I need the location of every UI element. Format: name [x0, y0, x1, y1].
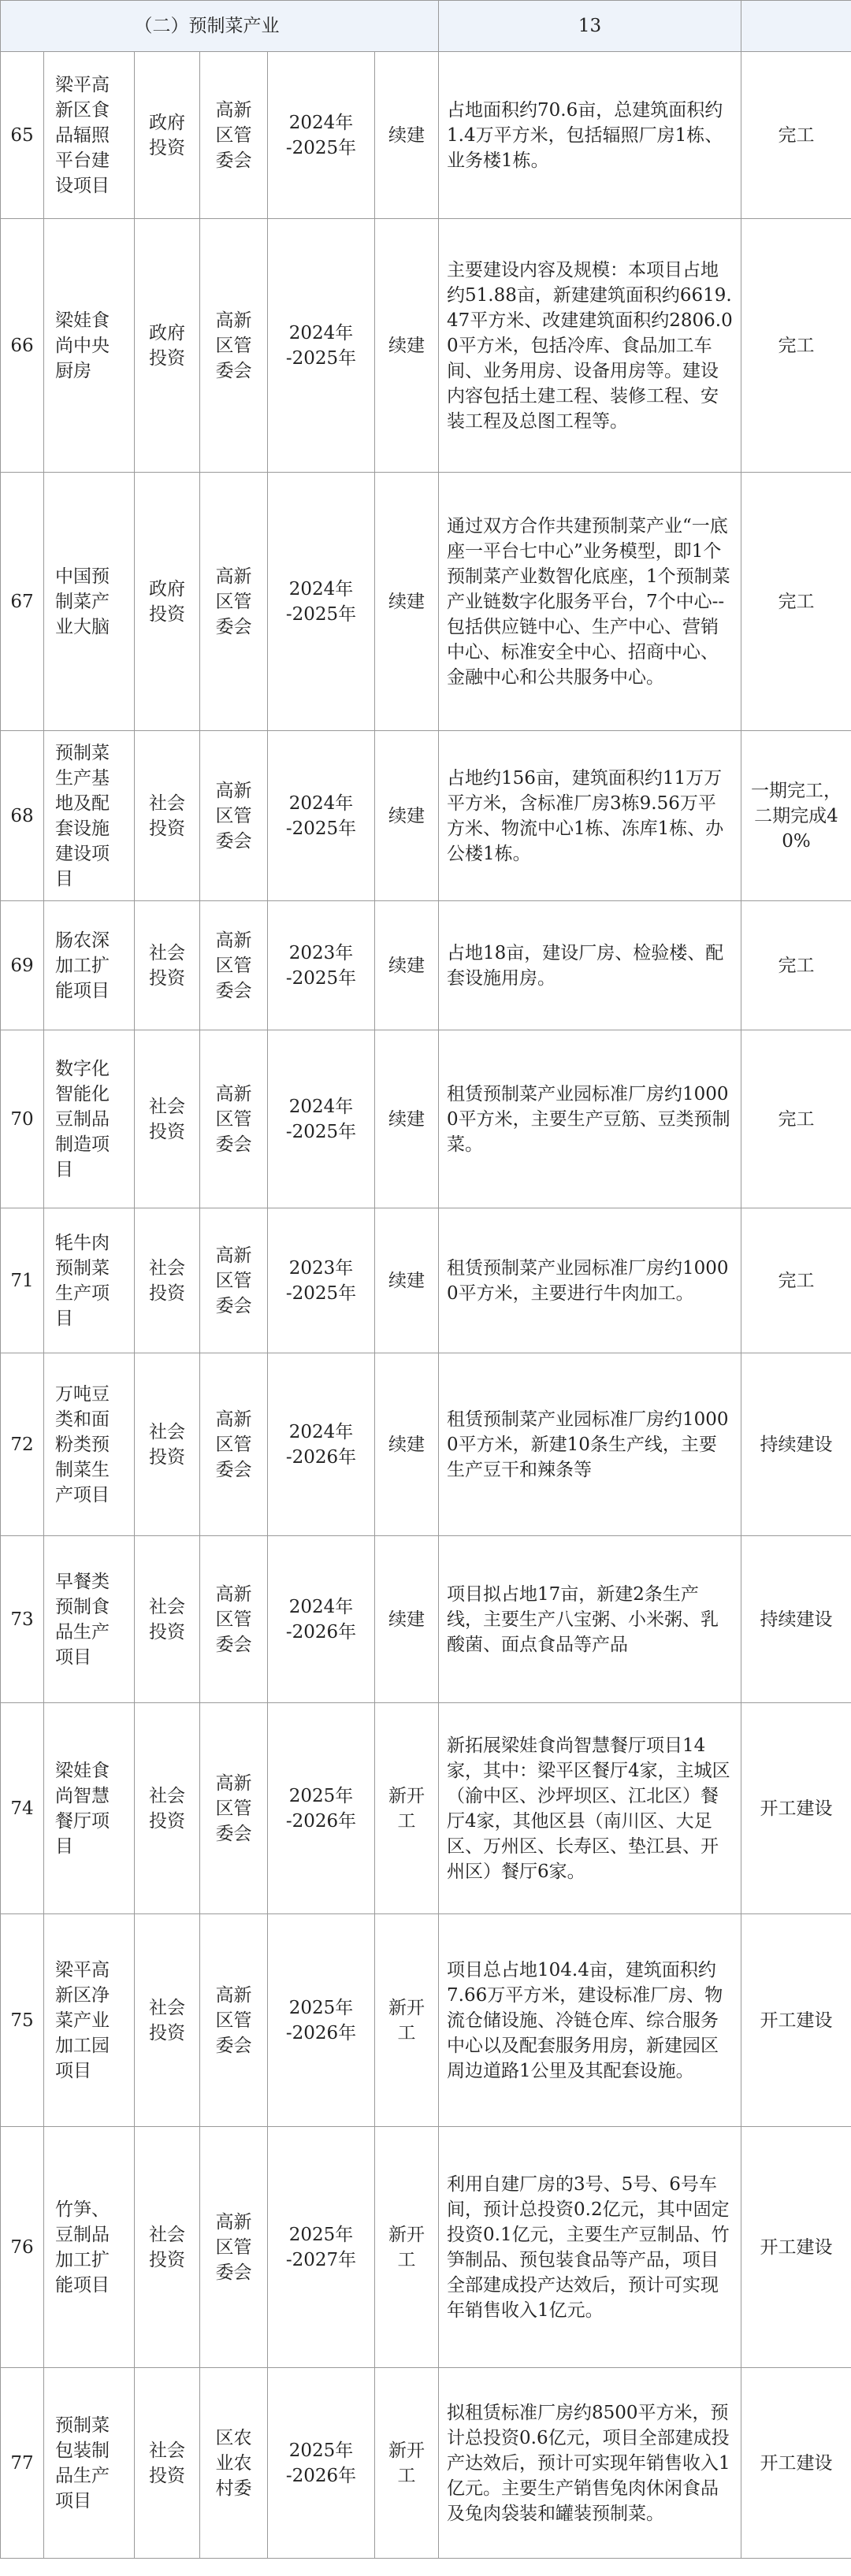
construction-status: 续建 [375, 473, 439, 731]
progress-status: 完工 [741, 219, 851, 473]
period-start: 2024年 [288, 578, 354, 599]
progress-status: 完工 [741, 473, 851, 731]
table-row [1, 1208, 851, 1353]
investment-type: 社会投资 [135, 2127, 200, 2368]
construction-status: 续建 [375, 901, 439, 1030]
section-title: （二）预制菜产业 [135, 1, 439, 52]
progress-status: 完工 [741, 901, 851, 1030]
table-row [1, 52, 851, 219]
period-start: 2023年 [288, 1257, 354, 1279]
construction-period [268, 1208, 375, 1353]
row-number: 66 [1, 219, 44, 473]
table-row [1, 1536, 851, 1703]
responsible-department: 高新区管委会 [200, 2127, 268, 2368]
responsible-department: 高新区管委会 [200, 1353, 268, 1536]
construction-content: 占地约156亩，建筑面积约11万万平方米，含标准厂房3栋9.56万平方米、物流中心1栋、冻库1栋、办公楼1栋。 [439, 731, 741, 901]
period-start: 2025年 [288, 1997, 354, 2018]
responsible-department: 高新区管委会 [200, 731, 268, 901]
table-row [1, 901, 851, 1030]
project-name: 梁娃食尚智慧餐厅项目 [44, 1703, 135, 1914]
investment-type: 社会投资 [135, 2368, 200, 2559]
progress-status: 开工建设 [741, 2127, 851, 2368]
period-start: 2025年 [288, 2440, 354, 2461]
period-start: 2024年 [288, 1596, 354, 1617]
project-name: 早餐类预制食品生产项目 [44, 1536, 135, 1703]
table-row [1, 2127, 851, 2368]
project-name: 预制菜包装制品生产项目 [44, 2368, 135, 2559]
period-end: -2026年 [285, 2465, 357, 2486]
period-end: -2026年 [285, 2022, 357, 2043]
period-start: 2024年 [288, 1096, 354, 1117]
table-row [1, 731, 851, 901]
responsible-department: 高新区管委会 [200, 1914, 268, 2127]
construction-content: 租赁预制菜产业园标准厂房约10000平方米，新建10条生产线，主要生产豆干和辣条等 [439, 1353, 741, 1536]
section-header-row [1, 1, 851, 52]
responsible-department: 高新区管委会 [200, 1208, 268, 1353]
period-start: 2023年 [288, 942, 354, 963]
row-number: 67 [1, 473, 44, 731]
row-number: 68 [1, 731, 44, 901]
period-end: -2025年 [285, 1121, 357, 1142]
period-end: -2025年 [285, 1282, 357, 1304]
progress-status: 完工 [741, 1208, 851, 1353]
progress-status: 持续建设 [741, 1536, 851, 1703]
progress-status: 持续建设 [741, 1353, 851, 1536]
project-name: 梁娃食尚中央厨房 [44, 219, 135, 473]
construction-content: 占地18亩，建设厂房、检验楼、配套设施用房。 [439, 901, 741, 1030]
construction-content: 拟租赁标准厂房约8500平方米，预计总投资0.6亿元，项目全部建成投产达效后，预计可实现年销售收入1亿元。主要生产销售兔肉休闲食品及兔肉袋装和罐装预制菜。 [439, 2368, 741, 2559]
row-number: 74 [1, 1703, 44, 1914]
construction-status: 新开工 [375, 1703, 439, 1914]
construction-period [268, 473, 375, 731]
table-row [1, 2368, 851, 2559]
responsible-department: 高新区管委会 [200, 901, 268, 1030]
construction-period [268, 1914, 375, 2127]
investment-type: 社会投资 [135, 1703, 200, 1914]
construction-status: 续建 [375, 219, 439, 473]
period-end: -2025年 [285, 603, 357, 625]
responsible-department: 高新区管委会 [200, 1536, 268, 1703]
construction-period [268, 2127, 375, 2368]
table-row [1, 219, 851, 473]
section-count: 13 [439, 1, 741, 52]
investment-type: 政府投资 [135, 473, 200, 731]
construction-status: 新开工 [375, 2368, 439, 2559]
construction-status: 新开工 [375, 2127, 439, 2368]
project-name: 梁平高新区食品辐照平台建设项目 [44, 52, 135, 219]
period-end: -2025年 [285, 347, 357, 369]
responsible-department: 高新区管委会 [200, 1030, 268, 1208]
project-name: 万吨豆类和面粉类预制菜生产项目 [44, 1353, 135, 1536]
table-row [1, 1353, 851, 1536]
project-name: 中国预制菜产业大脑 [44, 473, 135, 731]
period-start: 2024年 [288, 322, 354, 343]
table-row [1, 1030, 851, 1208]
construction-period [268, 1703, 375, 1914]
period-end: -2026年 [285, 1446, 357, 1468]
construction-period [268, 1353, 375, 1536]
construction-content: 主要建设内容及规模：本项目占地约51.88亩，新建建筑面积约6619.47平方米、改建建筑面积约2806.00平方米，包括冷库、食品加工车间、业务用房、设备用房等。建设内容包括土建工程、装修工程、安装工程及总图工程等。 [439, 219, 741, 473]
table-row [1, 1914, 851, 2127]
row-number: 72 [1, 1353, 44, 1536]
construction-status: 续建 [375, 52, 439, 219]
period-end: -2026年 [285, 1621, 357, 1642]
construction-status: 新开工 [375, 1914, 439, 2127]
table-row [1, 1703, 851, 1914]
construction-period [268, 2368, 375, 2559]
construction-content: 租赁预制菜产业园标准厂房约10000平方米，主要生产豆筋、豆类预制菜。 [439, 1030, 741, 1208]
progress-status: 开工建设 [741, 1914, 851, 2127]
period-end: -2025年 [285, 137, 357, 158]
project-name: 竹笋、豆制品加工扩能项目 [44, 2127, 135, 2368]
construction-period [268, 1030, 375, 1208]
table-row [1, 473, 851, 731]
progress-status: 开工建设 [741, 1703, 851, 1914]
period-end: -2027年 [285, 2249, 357, 2270]
construction-status: 续建 [375, 1536, 439, 1703]
period-start: 2025年 [288, 1785, 354, 1806]
construction-period [268, 731, 375, 901]
row-number: 77 [1, 2368, 44, 2559]
construction-period [268, 1536, 375, 1703]
investment-type: 社会投资 [135, 1353, 200, 1536]
project-name: 肠农深加工扩能项目 [44, 901, 135, 1030]
progress-status: 一期完工，二期完成40% [741, 731, 851, 901]
responsible-department: 区农业农村委 [200, 2368, 268, 2559]
period-end: -2025年 [285, 967, 357, 989]
project-name: 梁平高新区净菜产业加工园项目 [44, 1914, 135, 2127]
investment-type: 社会投资 [135, 1536, 200, 1703]
period-start: 2024年 [288, 112, 354, 133]
construction-content: 项目拟占地17亩，新建2条生产线，主要生产八宝粥、小米粥、乳酸菌、面点食品等产品 [439, 1536, 741, 1703]
construction-status: 续建 [375, 1353, 439, 1536]
construction-content: 通过双方合作共建预制菜产业“一底座一平台七中心”业务模型，即1个预制菜产业数智化底座，1个预制菜产业链数字化服务平台，7个中心--包括供应链中心、生产中心、营销中心、标准安全中心、招商中心、金融中心和公共服务中心。 [439, 473, 741, 731]
construction-content: 项目总占地104.4亩，建筑面积约7.66万平方米，建设标准厂房、物流仓储设施、冷链仓库、综合服务中心以及配套服务用房，新建园区周边道路1公里及其配套设施。 [439, 1914, 741, 2127]
row-number: 69 [1, 901, 44, 1030]
investment-type: 政府投资 [135, 52, 200, 219]
row-number: 73 [1, 1536, 44, 1703]
row-number: 76 [1, 2127, 44, 2368]
investment-type: 社会投资 [135, 1030, 200, 1208]
progress-status: 完工 [741, 1030, 851, 1208]
construction-content: 新拓展梁娃食尚智慧餐厅项目14家，其中：梁平区餐厅4家，主城区（渝中区、沙坪坝区、江北区）餐厅4家，其他区县（南川区、大足区、万州区、长寿区、垫江县、开州区）餐厅6家。 [439, 1703, 741, 1914]
construction-content: 租赁预制菜产业园标准厂房约10000平方米，主要进行牛肉加工。 [439, 1208, 741, 1353]
project-name: 数字化智能化豆制品制造项目 [44, 1030, 135, 1208]
period-start: 2025年 [288, 2224, 354, 2245]
row-number: 70 [1, 1030, 44, 1208]
responsible-department: 高新区管委会 [200, 52, 268, 219]
investment-type: 社会投资 [135, 731, 200, 901]
project-name: 预制菜生产基地及配套设施建设项目 [44, 731, 135, 901]
progress-status: 完工 [741, 52, 851, 219]
construction-period [268, 52, 375, 219]
project-name: 牦牛肉预制菜生产项目 [44, 1208, 135, 1353]
progress-status: 开工建设 [741, 2368, 851, 2559]
period-start: 2024年 [288, 1421, 354, 1442]
construction-status: 续建 [375, 1030, 439, 1208]
investment-type: 社会投资 [135, 901, 200, 1030]
construction-status: 续建 [375, 1208, 439, 1353]
row-number: 65 [1, 52, 44, 219]
responsible-department: 高新区管委会 [200, 473, 268, 731]
construction-status: 续建 [375, 731, 439, 901]
construction-period [268, 219, 375, 473]
investment-type: 政府投资 [135, 219, 200, 473]
period-end: -2025年 [285, 818, 357, 839]
responsible-department: 高新区管委会 [200, 219, 268, 473]
construction-period [268, 901, 375, 1030]
construction-content: 占地面积约70.6亩，总建筑面积约1.4万平方米，包括辐照厂房1栋、业务楼1栋。 [439, 52, 741, 219]
investment-type: 社会投资 [135, 1914, 200, 2127]
period-start: 2024年 [288, 792, 354, 814]
period-end: -2026年 [285, 1810, 357, 1832]
responsible-department: 高新区管委会 [200, 1703, 268, 1914]
investment-type: 社会投资 [135, 1208, 200, 1353]
construction-content: 利用自建厂房的3号、5号、6号车间，预计总投资0.2亿元，其中固定投资0.1亿元，主要生产豆制品、竹笋制品、预包装食品等产品，项目全部建成投产达效后，预计可实现年销售收入1亿元。 [439, 2127, 741, 2368]
row-number: 75 [1, 1914, 44, 2127]
row-number: 71 [1, 1208, 44, 1353]
